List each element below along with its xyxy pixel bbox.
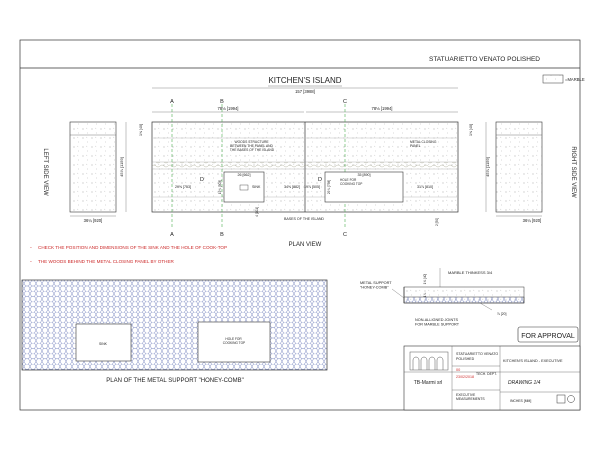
overall-dim: 157 [3988] [295,89,315,94]
sink-left-dim: 29⅝ [753] [175,185,191,189]
tb-rev: 00 [456,368,461,372]
right-side-panel [496,122,542,212]
support-plan-label: PLAN OF THE METAL SUPPORT "HONEY-COMB" [106,378,244,384]
cooktop-right-dim: 31⅞ [810] [417,185,433,189]
right-bottom-dim: 2 [50] [435,218,439,226]
section-b-bottom: B [220,232,224,238]
left-side-panel [70,122,116,212]
left-half-width-dim: 78⅛ [1994] [217,106,239,111]
for-approval-text: FOR APPROVAL [521,333,575,340]
section-c-top: C [343,99,347,105]
note-dash-2: - [30,259,32,265]
right-side-height-dim: 45⅞ [1159] [485,157,490,177]
drawing-title: KITCHEN'S ISLAND [268,76,342,85]
marble-legend-swatch [543,75,563,83]
wood-structure-band [152,162,458,169]
tb-tech-dept: TECH. DEPT. [476,372,497,376]
metal-support-label: METAL SUPPORT "HONEY-COMB" [360,281,392,290]
tb-drawing: DRAWING 1/4 [508,380,541,386]
section-d-left: D [200,177,204,183]
honeycomb-support [22,280,327,370]
cooktop-hole-label: HOLE FOR COOKING TOP [340,178,363,186]
sink-right-dim: 34⅝ [882] [284,185,300,189]
bases-label: BASES OF THE ISLAND [283,217,325,221]
right-half-width-dim: 78⅛ [1994] [371,106,393,111]
marble-legend-label: =MARBLE [565,77,585,82]
tb-units: INCHES [MM] [510,399,532,403]
sink-bottom-dim: 4 [101] [255,207,259,217]
detail-height-dim: 1⅝ [40] [423,273,427,285]
metal-support-leader [392,289,404,298]
sink-depth-dim: 19¾ [503] [218,179,222,195]
left-side-height-dim: 45⅞ [1159] [119,157,124,177]
company-name: TB-Marmi srl [413,380,443,386]
detail-v-dim: 1⅞ [423,292,427,298]
cooktop-size-dim: 35 [890] [357,173,371,177]
metal-closing-label: METAL CLOSING PANEL [410,140,437,148]
note-dash-1: - [30,245,32,251]
section-a-bottom: A [170,232,174,238]
right-top-dim: 1⅝ [40] [469,124,473,136]
material-header: STATUARIETTO VENATO POLISHED [428,56,540,63]
right-side-width-dim: 36¼ [920] [522,218,542,223]
cooktop-left-dim: 19⅞ [505] [304,185,320,189]
tb-material-1: STATUARIETTO VENATO [456,352,499,356]
left-top-dim: 1⅝ [40] [139,124,143,136]
sink-label: SINK [252,185,261,189]
section-d-right: D [318,177,322,183]
marble-thickness-label: MARBLE THINKESS 3/4 [448,270,493,275]
right-side-view-label: RIGHT SIDE VIEW [570,146,576,198]
section-c-bottom: C [343,232,347,238]
detail-bottom-dim: ⅞ [20] [497,312,507,316]
tb-executive: EXECUTIVE MEASUREMENTS [456,393,485,401]
tb-date: 23/02/2018 [456,375,474,379]
note-check-position: CHECK THE POSITION AND DIMENSIONS OF THE SINK AND THE HOLE OF COOK-TOP [38,245,228,250]
note-woods-behind: THE WOODS BEHIND THE METAL CLOSING PANEL BY OTHER [38,259,174,264]
sink-size-dim: 26 [662] [237,173,251,177]
left-side-view-label: LEFT SIDE VIEW [42,148,48,196]
tb-project: KITCHEN'S ISLAND - EXECUTIVE [503,359,563,363]
support-cooktop-label: HOLE FOR COOKING TOP [222,337,246,345]
tb-material-2: POLISHED [456,357,475,361]
plan-view-label: PLAN VIEW [288,242,322,248]
cooktop-depth-dim: 29⅞ [758] [327,179,331,195]
section-a-top: A [170,99,174,105]
support-sink-label: SINK [99,342,107,346]
woods-structure-label: WOODS STRUCTURE BETWEEN THE PANEL AND THE BASES OF THE ISLAND [229,140,275,152]
left-side-width-dim: 36¼ [920] [83,218,103,223]
non-aligned-label: NON-ALLIGNED JOINTS FOR MARBLE SUPPORT [415,318,460,327]
detail-honeycomb-layer [404,297,524,303]
section-b-top: B [220,99,224,105]
